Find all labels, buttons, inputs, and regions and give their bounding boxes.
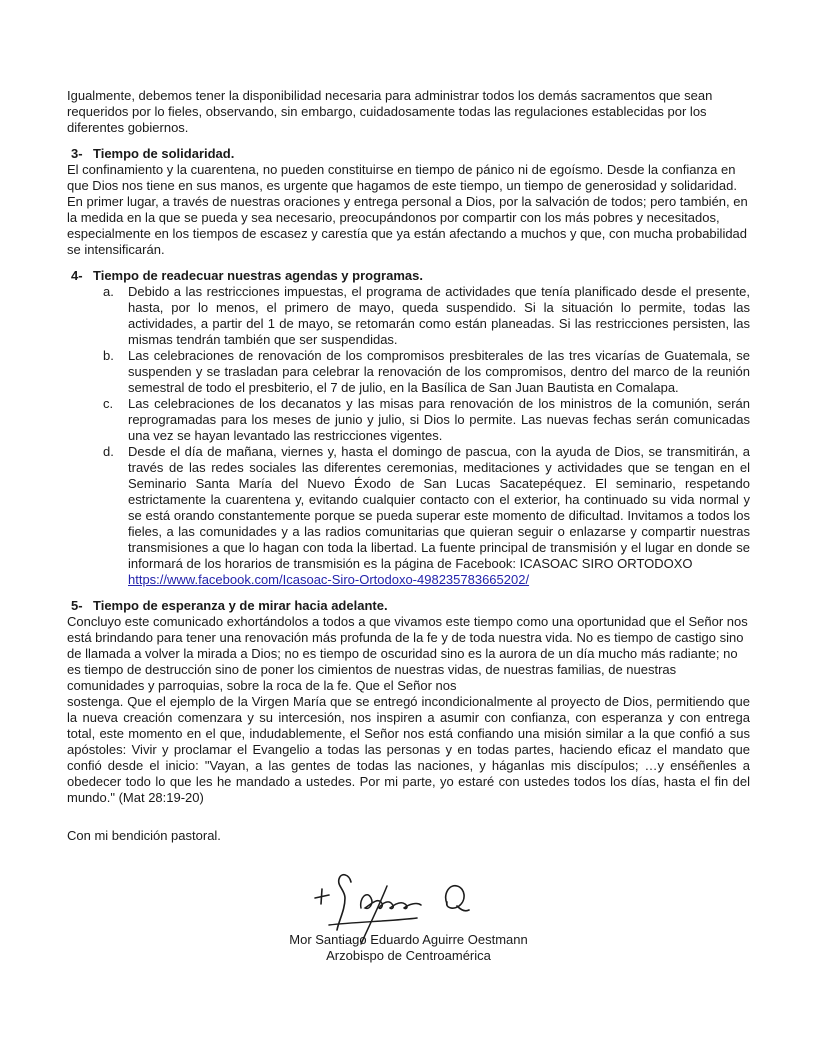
section-4-title: Tiempo de readecuar nuestras agendas y programas.	[93, 268, 423, 283]
list-marker-c: c.	[103, 396, 114, 411]
section-3-title: Tiempo de solidaridad.	[93, 146, 235, 161]
section-3-heading	[67, 146, 750, 162]
section-solidaridad	[67, 146, 750, 258]
list-item-b	[67, 348, 750, 396]
section-5-number: 5-	[71, 598, 83, 613]
list-item-a	[67, 284, 750, 348]
signatory-role: Arzobispo de Centroamérica	[326, 948, 491, 963]
section-5-body-part2: sostenga. Que el ejemplo de la Virgen María que se entregó incondicionalmente al proyecto de Dios, permitiendo que la nueva creación comenzara y su intercesión, nos inspiren a asumir con confianza, con esperanza y con entrega total, este momento en el que, indudablemente, el Señor nos está confiando una misión similar a la que confió a sus apóstoles: Vivir y proclamar el Evangelio a todas las personas y en todas partes, haciendo eficaz el mandato que confió desde el inicio: "Vayan, a las gentes de todas las naciones, y háganlas mis discípulos; …y enséñenles a obedecer todo lo que les he mandado a ustedes. Por mi parte, yo estaré con ustedes todos los días, hasta el fin del mundo." (Mat 28:19-20)	[67, 694, 750, 805]
section-3-body: El confinamiento y la cuarentena, no pueden constituirse en tiempo de pánico ni de egoísmo. Desde la confianza en que Dios nos tiene en sus manos, es urgente que hagamos de este tiempo, un tiempo de generosidad y solidaridad. En primer lugar, a través de nuestras oraciones y entrega personal a Dios, por la salvación de todos; pero también, en la medida en la que se pueda y sea necesario, preocupándonos por compartir con los más pobres y necesitados, especialmente en los tiempos de escasez y carestía que ya están afectando a muchos y que, con mucha probabilidad se intensificarán.	[67, 162, 748, 257]
facebook-link[interactable]: https://www.facebook.com/Icasoac-Siro-Ortodoxo-498235783665202/	[128, 572, 530, 587]
intro-paragraph: Igualmente, debemos tener la disponibilidad necesaria para administrar todos los demás sacramentos que sean requeridos por lo fieles, observando, sin embargo, cuidadosamente todas las regulaciones establecidas por los diferentes gobiernos.	[67, 88, 713, 135]
closing-line: Con mi bendición pastoral.	[67, 828, 221, 843]
list-item-d-text: Desde el día de mañana, viernes y, hasta el domingo de pascua, con la ayuda de Dios, se transmitirán, a través de las redes sociales las diferentes ceremonias, meditaciones y actividades que se tengan en el Seminario Santa María del Nuevo Éxodo de San Lucas Sacatepéquez. El seminario, respetando estrictamente la cuarentena y, evitando cualquier contacto con el exterior, ha continuado su vida normal y se está orando constantemente porque se pueda superar este momento de dificultad. Invitamos a todos los fieles, a las comunidades y a las radios comunitarias que quieran seguir o enlazarse y compartir nuestras transmisiones a que lo hagan con toda la libertad. La fuente principal de transmisión y el lugar en donde se informará de los horarios de transmisión es la página de Facebook: ICASOAC SIRO ORTODOXO	[128, 444, 750, 571]
list-item-c	[67, 396, 750, 444]
section-esperanza	[67, 598, 750, 806]
list-marker-d: d.	[103, 444, 114, 459]
section-5-body-part1: Concluyo este comunicado exhortándolos a todos a que vivamos este tiempo como una oportunidad que el Señor nos está brindando para tener una renovación más profunda de la fe y de toda nuestra vida. No es tiempo de castigo sino de llamada a volver la mirada a Dios; no es tiempo de oscuridad sino es la aurora de un día mucho más radiante; no es tiempo de destrucción sino de poner los cimientos de nuestras vidas, de nuestras familias, de nuestras comunidades y parroquias, sobre la roca de la fe. Que el Señor nos	[67, 614, 748, 693]
list-item-d-content	[128, 444, 750, 588]
list-marker-b: b.	[103, 348, 114, 363]
section-3-number: 3-	[71, 146, 83, 161]
list-item-d	[67, 444, 750, 588]
list-item-c-text: Las celebraciones de los decanatos y las misas para renovación de los ministros de la comunión, serán reprogramadas para los meses de junio y julio, si Dios lo permite. Las nuevas fechas serán comunicadas una vez se hayan levantado las restricciones vigentes.	[128, 396, 750, 443]
section-5-heading	[67, 598, 750, 614]
section-4-number: 4-	[71, 268, 83, 283]
list-item-a-text: Debido a las restricciones impuestas, el programa de actividades que tenía planificado desde el presente, hasta, por lo menos, el primero de mayo, queda suspendido. Si la situación lo permite, todas las actividades, a partir del 1 de mayo, se retomarán como están planeadas. Si las restricciones persisten, las mismas tendrán también que ser suspendidas.	[128, 284, 750, 347]
signature-block	[67, 868, 750, 964]
section-4-heading	[67, 268, 750, 284]
section-5-title: Tiempo de esperanza y de mirar hacia adelante.	[93, 598, 388, 613]
section-agendas	[67, 268, 750, 588]
list-item-b-text: Las celebraciones de renovación de los compromisos presbiterales de las tres vicarías de Guatemala, se suspenden y se trasladan para celebrar la renovación de los compromisos, dentro del marco de la reunión semestral de todo el presbiterio, el 7 de julio, en la Basílica de San Juan Bautista en Comalapa.	[128, 348, 750, 395]
list-marker-a: a.	[103, 284, 114, 299]
signatory-name: Mor Santiago Eduardo Aguirre Oestmann	[289, 932, 528, 947]
